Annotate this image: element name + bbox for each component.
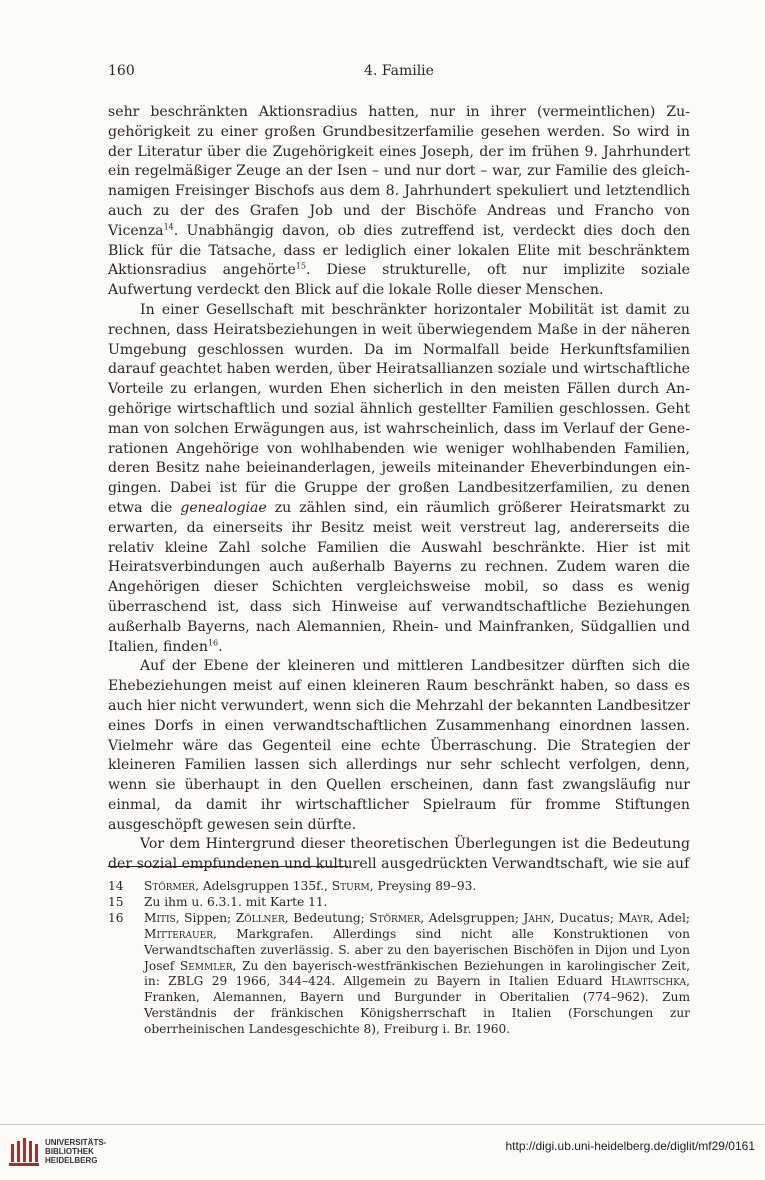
main-text — [108, 103, 690, 875]
running-title: 4. Familie — [364, 63, 434, 79]
viewer-footer — [0, 1124, 765, 1180]
paragraph-3: Auf der Ebene der kleineren und mittleren Landbesitzer dürften sich die Ehebeziehungen meist auf einen kleineren Raum beschränkt haben, so dass es auch hier nicht verwundert, wenn sich die Mehrzahl der bekannten Landbesitzer eines Dorfs in einen verwandtschaftlichen Zusammenhang einordnen lassen. Vielmehr wäre das Gegenteil eine echte Überraschung. Die Strategien der kleineren Familien lassen sich allerdings nur sehr schlecht verfolgen, denn, wenn sie überhaupt in den Quellen erscheinen, dann fast zwangsläufig nur einmal, da damit ihr wirtschaftlicher Spielraum für fromme Stiftungen ausgeschöpft gewesen sein dürfte. — [108, 658, 690, 833]
logo-line-3: HEIDELBERG — [45, 1156, 98, 1165]
footnote-ref-15[interactable]: 15 — [295, 261, 306, 271]
source-url[interactable]: http://digi.ub.uni-heidelberg.de/diglit/mf29/0161 — [505, 1139, 755, 1153]
page-header — [108, 63, 690, 85]
footnote-divider — [108, 866, 348, 867]
footnotes — [108, 879, 690, 1038]
page-number: 160 — [108, 63, 135, 79]
logo-line-2: BIBLIOTHEK — [45, 1147, 94, 1156]
paragraph-1: sehr beschränkten Aktionsradius hatten, nur in ihrer (vermeintlichen) Zugehörigkeit zu einer großen Grundbesitzerfamilie gesehen werden. So wird in der Literatur über die Zugehörigkeit eines Joseph, der im frühen 9. Jahrhundert ein regelmäßiger Zeuge an der Isen – und nur dort – war, zur Familie des gleichnamigen Freisinger Bischofs aus dem 8. Jahrhundert spekuliert und letztendlich auch zu der des Grafen Job und der Bischöfe Andreas und Francho von Vicenza$^{14}$. Unabhängig davon, ob dies zutreffend ist, verdeckt dies doch den Blick für die Tatsache, dass er lediglich einer lokalen Elite mit beschränktem Aktionsradius angehörte$^{15}$. Diese strukturelle, oft nur implizite soziale Aufwertung verdeckt den Blick auf die lokale Rolle dieser Menschen. — [108, 104, 690, 299]
paragraph-4: Vor dem Hintergrund dieser theoretischen Überlegungen ist die Bedeutung der sozial empfundenen und kulturell ausgedrückten Verwandtschaft, wie sie auf — [108, 836, 690, 873]
footnote-16: 16 Mitis, Sippen; Zöllner, Bedeutung; Störmer, Adelsgruppen; Jahn, Ducatus; Mayr, Adel; Mitterauer, Markgrafen. Allerdings sind nicht alle Konstruktionen von Verwandtschaften zuverlässig. S. aber zu den bayerischen Bischöfen in Dijon und Lyon Josef Semmler, Zu den bayerisch-westfränkischen Beziehungen in karolingischer Zeit, in: ZBLG 29 1966, 344–424. Allgemein zu Bayern in Italien Eduard Hlawitschka, Franken, Alemannen, Bayern und Burgunder in Oberitalien (774–962). Zum Verständnis der fränkischen Königsherrschaft in Italien (Forschungen zur oberrheinischen Landesgeschichte 8), Freiburg i. Br. 1960. — [108, 910, 690, 1037]
paragraph-2: In einer Gesellschaft mit beschränkter horizontaler Mobilität ist damit zu rechnen, dass Heiratsbeziehungen in weit überwiegendem Maße in der näheren Umgebung geschlossen wurden. Da im Normalfall beide Herkunftsfamilien darauf geachtet haben werden, über Heiratsallianzen soziale und wirtschaftliche Vorteile zu erlangen, wurden Ehen sicherlich in den meisten Fällen durch Angehörige wirtschaftlich und sozial ähnlich gestellter Familien geschlossen. Geht man von solchen Erwägungen aus, ist wahrscheinlich, dass im Verlauf der Generationen Angehörige von wohlhabenden wie weniger wohlhabenden Familien, deren Besitz nahe beieinanderlagen, jeweils miteinander Eheverbindungen eingingen. Dabei ist für die Gruppe der großen Landbesitzerfamilien, zu denen etwa die genealogiae zu zählen sind, ein räumlich größerer Heiratsmarkt zu erwarten, da einerseits ihr Besitz meist weit verstreut lag, andererseits die relativ kleine Zahl solche Familien die Auswahl beschränkte. Hier ist mit Heiratsverbindungen auch außerhalb Bayerns zu rechnen. Zudem waren die Angehörigen dieser Schichten vergleichsweise mobil, so dass es wenig überraschend ist, dass sich Hinweise auf verwandtschaftliche Beziehungen außerhalb Bayerns, nach Alemannien, Rhein- und Mainfranken, Südgallien und Italien, finden$^{16}$. — [108, 301, 690, 655]
footnote-14: 14 Störmer, Adelsgruppen 135f., Sturm, Preysing 89–93. — [108, 879, 477, 893]
footnote-ref-14[interactable]: 14 — [163, 222, 174, 232]
library-logo[interactable] — [9, 1136, 129, 1168]
footnote-ref-16[interactable]: 16 — [207, 637, 219, 647]
footnote-15: 15 Zu ihm u. 6.3.1. mit Karte 11. — [108, 894, 328, 909]
library-logo-icon — [9, 1136, 39, 1166]
logo-line-1: UNIVERSITÄTS- — [45, 1138, 107, 1147]
italic-term: genealogiae — [180, 499, 267, 516]
